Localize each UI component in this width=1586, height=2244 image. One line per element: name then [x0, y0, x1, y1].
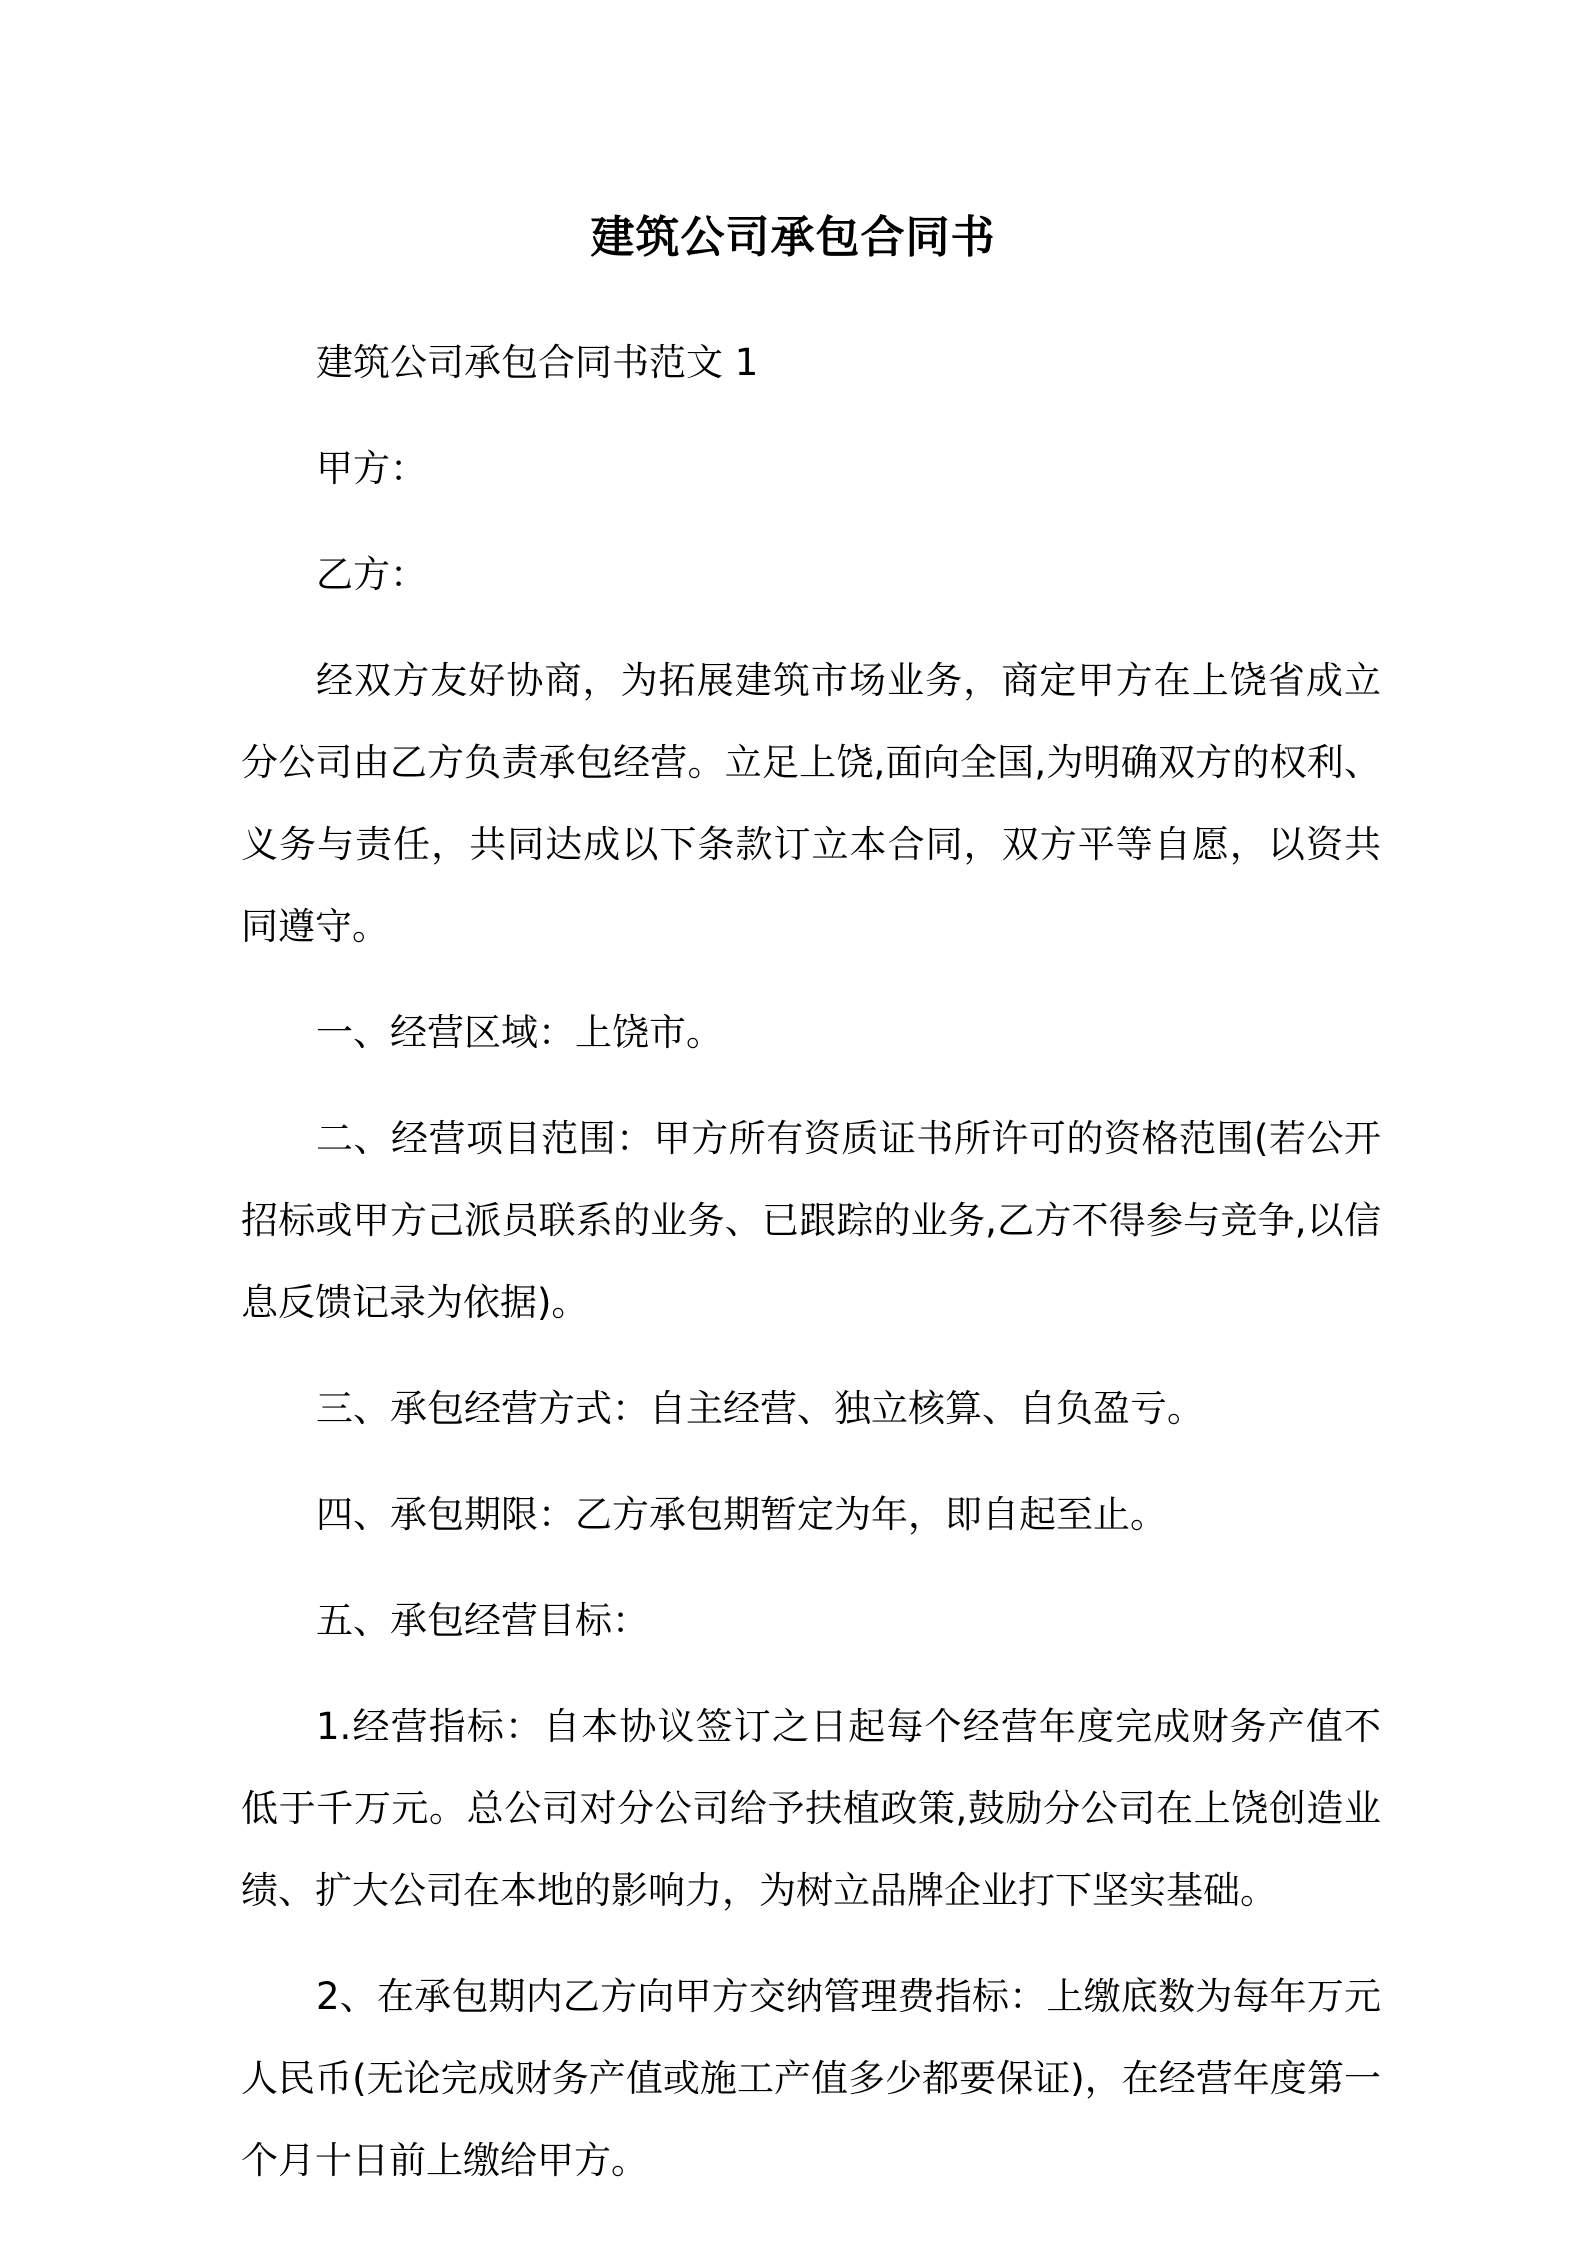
paragraph-party-b: 乙方：: [316, 553, 427, 596]
paragraph-clause-5-1: 1.经营指标：自本协议签订之日起每个经营年度完成财务产值不低于千万元。总公司对分公司给予扶植政策,鼓励分公司在上饶创造业绩、扩大公司在本地的影响力，为树立品牌企业打下坚实基础。: [241, 1705, 1381, 1912]
paragraph-clause-2: 二、经营项目范围：甲方所有资质证书所许可的资格范围(若公开招标或甲方己派员联系的业务、已跟踪的业务,乙方不得参与竞争,以信息反馈记录为依据)。: [241, 1117, 1381, 1324]
document-title: 建筑公司承包合同书: [590, 212, 996, 263]
paragraph-party-a: 甲方：: [316, 447, 427, 490]
paragraph-clause-3: 三、承包经营方式：自主经营、独立核算、自负盈亏。: [316, 1387, 1204, 1430]
paragraph-clause-5-2: 2、在承包期内乙方向甲方交纳管理费指标：上缴底数为每年万元人民币(无论完成财务产值或施工产值多少都要保证)，在经营年度第一个月十日前上缴给甲方。: [241, 1975, 1381, 2182]
document-body: [241, 322, 1381, 2226]
paragraph-clause-5: 五、承包经营目标：: [316, 1599, 649, 1642]
paragraph-preamble: 经双方友好协商，为拓展建筑市场业务，商定甲方在上饶省成立分公司由乙方负责承包经营。立足上饶,面向全国,为明确双方的权利、义务与责任，共同达成以下条款订立本合同，双方平等自愿，以资共同遵守。: [241, 659, 1381, 948]
paragraph-subtitle: 建筑公司承包合同书范文 1: [316, 341, 759, 384]
paragraph-clause-4: 四、承包期限：乙方承包期暂定为年，即自起至止。: [316, 1493, 1167, 1536]
paragraph-clause-1: 一、经营区域：上饶市。: [316, 1011, 723, 1054]
